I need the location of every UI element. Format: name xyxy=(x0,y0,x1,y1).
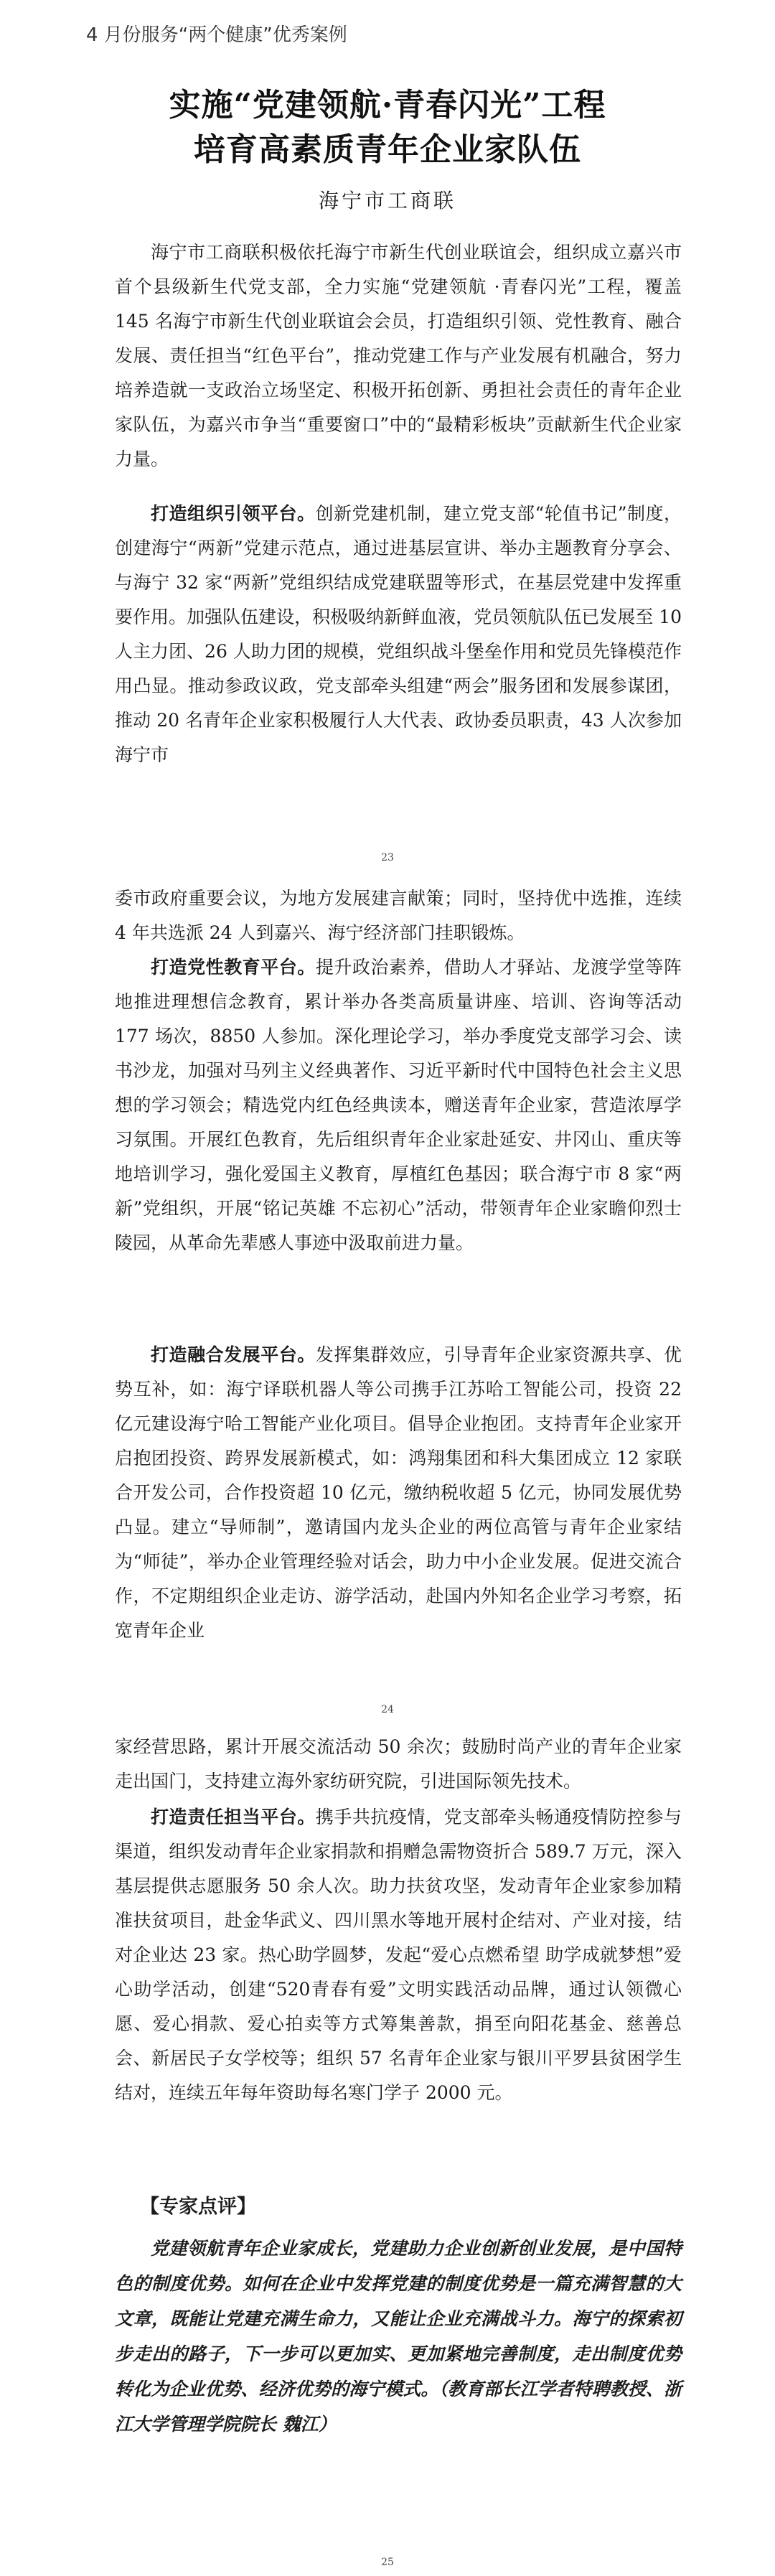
section3-continued: 家经营思路，累计开展交流活动 50 余次；鼓励时尚产业的青年企业家走出国门，支持建立海外家纺研究院，引进国际领先技术。 xyxy=(115,1736,682,1792)
section4-text: 携手共抗疫情，党支部牵头畅通疫情防控参与渠道，组织发动青年企业家捐款和捐赠急需物资折合 589.7 万元，深入基层提供志愿服务 50 余人次。助力扶贫攻坚，发动青年企业家参加精准扶贫项目，赴金华武义、四川黑水等地开展村企结对、产业对接，结对企业达 23 家。热心助学圆梦，发起“爱心点燃希望 助学成就梦想”爱心助学活动，创建“520青春有爱”文明实践活动品牌，通过认领微心愿、爱心捐款、爱心拍卖等方式筹集善款，捐至向阳花基金、慈善总会、新居民子女学校等；组织 57 名青年企业家与银川平罗县贫困学生结对，连续五年每年资助每名寒门学子 2000 元。 xyxy=(115,1807,682,2103)
section4-paragraph xyxy=(115,1800,682,2110)
section2-text: 提升政治素养，借助人才驿站、龙渡学堂等阵地推进理想信念教育，累计举办各类高质量讲座、培训、咨询等活动 177 场次，8850 人参加。深化理论学习，举办季度党支部学习会、读书沙龙，加强对马列主义经典著作、习近平新时代中国特色社会主义思想的学习领会；精选党内红色经典读本，赠送青年企业家，营造浓厚学习氛围。开展红色教育，先后组织青年企业家赴延安、井冈山、重庆等地培训学习，强化爱国主义教育，厚植红色基因；联合海宁市 8 家“两新”党组织，开展“铭记英雄 不忘初心”活动，带领青年企业家瞻仰烈士陵园，从革命先辈感人事迹中汲取前进力量。 xyxy=(115,957,682,1253)
intro-paragraph: 海宁市工商联积极依托海宁市新生代创业联谊会，组织成立嘉兴市首个县级新生代党支部，全力实施“党建领航 ·青春闪光”工程，覆盖 145 名海宁市新生代创业联谊会会员，打造组织引领、党性教育、融合发展、责任担当“红色平台”，推动党建工作与产业发展有机融合，努力培养造就一支政治立场坚定、积极开拓创新、勇担社会责任的青年企业家队伍，为嘉兴市争当“重要窗口”中的“最精彩板块”贡献新生代企业家力量。 xyxy=(115,242,682,469)
section4-lead: 打造责任担当平台。 xyxy=(151,1807,316,1827)
section1-paragraph xyxy=(115,497,682,772)
author: 海宁市工商联 xyxy=(318,189,456,212)
expert-heading: 【专家点评】 xyxy=(140,2196,256,2218)
section1-lead: 打造组织引领平台。 xyxy=(151,503,316,524)
page-number-25: 25 xyxy=(381,2557,394,2568)
header-line: 4 月份服务“两个健康”优秀案例 xyxy=(86,24,347,46)
expert-comment: 党建领航青年企业家成长，党建助力企业创新创业发展，是中国特色的制度优势。如何在企业中发挥党建的制度优势是一篇充满智慧的大文章，既能让党建充满生命力，又能让企业充满战斗力。海宁的探索初步走出的路子，下一步可以更加实、更加紧地完善制度，走出制度优势转化为企业优势、经济优势的海宁模式。（教育部长江学者特聘教授、浙江大学管理学院院长 魏江） xyxy=(115,2238,682,2435)
section3-text: 发挥集群效应，引导青年企业家资源共享、优势互补，如：海宁译联机器人等公司携手江苏哈工智能公司，投资 22 亿元建设海宁哈工智能产业化项目。倡导企业抱团。支持青年企业家开启抱团投资、跨界发展新模式，如：鸿翔集团和科大集团成立 12 家联合开发公司，合作投资超 10 亿元，缴纳税收超 5 亿元，协同发展优势凸显。建立“导师制”，邀请国内龙头企业的两位高管与青年企业家结为“师徒”，举办企业管理经验对话会，助力中小企业发展。促进交流合作，不定期组织企业走访、游学活动，赴国内外知名企业学习考察，拓宽青年企业 xyxy=(115,1344,682,1641)
section3-lead: 打造融合发展平台。 xyxy=(151,1344,316,1365)
section2-lead: 打造党性教育平台。 xyxy=(151,957,316,978)
title-line-2: 培育高素质青年企业家队伍 xyxy=(194,131,581,168)
section3-paragraph xyxy=(115,1338,682,1648)
title-line-1: 实施“党建领航·青春闪光”工程 xyxy=(169,87,606,123)
page-number-23: 23 xyxy=(381,852,394,863)
section1-continued: 委市政府重要会议，为地方发展建言献策；同时，坚持优中选推，连续 4 年共选派 24 人到嘉兴、海宁经济部门挂职锻炼。 xyxy=(115,888,682,943)
section1-text: 创新党建机制，建立党支部“轮值书记”制度，创建海宁“两新”党建示范点，通过进基层宣讲、举办主题教育分享会、与海宁 32 家“两新”党组织结成党建联盟等形式，在基层党建中发挥重要作用。加强队伍建设，积极吸纳新鲜血液，党员领航队伍已发展至 10 人主力团、26 人助力团的规模，党组织战斗堡垒作用和党员先锋模范作用凸显。推动参政议政，党支部牵头组建“两会”服务团和发展参谋团，推动 20 名青年企业家积极履行人大代表、政协委员职责，43 人次参加海宁市 xyxy=(115,503,682,765)
page-number-24: 24 xyxy=(381,1704,394,1715)
section2-paragraph xyxy=(115,950,682,1260)
